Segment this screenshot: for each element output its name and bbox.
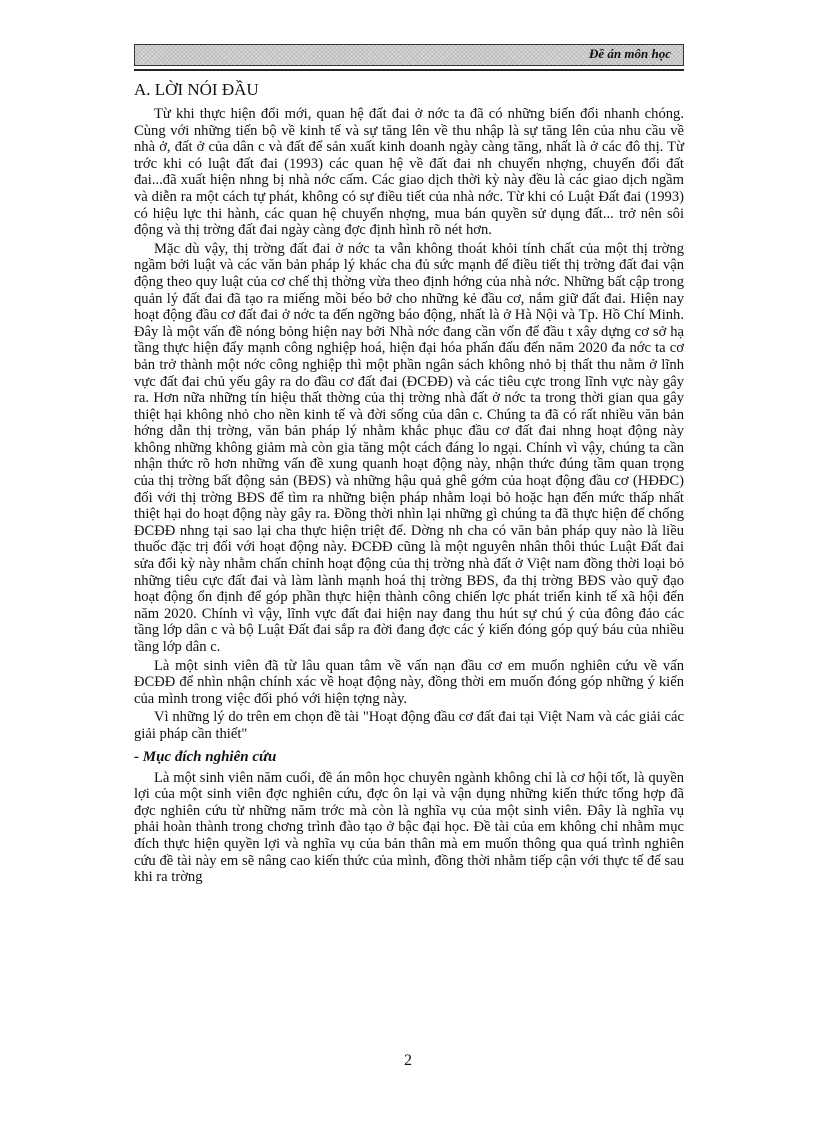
header-label: Đề án môn học bbox=[589, 46, 671, 61]
document-body bbox=[134, 80, 684, 888]
paragraph-2: Mặc dù vậy, thị trờng đất đai ở nớc ta vẫn không thoát khỏi tính chất của một thị trờng ngầm bởi luật và các văn bản pháp lý khác cha đủ sức mạnh để điều tiết thị trờng đất đai vận động theo quy luật của cơ chế thị thờng vừa theo định hớng của nhà nớc. Những bất cập trong quản lý đất đai đã tạo ra miếng mồi béo bở cho những kẻ đầu cơ, nắm giữ đất đai. Hiện nay hoạt động đầu cơ đất đai ở nớc ta đến ngỡng báo động, nhất là ở Hà Nội và Tp. Hồ Chí Minh. Đây là một vấn đề nóng bỏng hiện nay bởi Nhà nớc đang cần vốn để đầu t xây dựng cơ sở hạ tầng thực hiện đẩy mạnh công nghiệp hoá, hiện đại hóa phấn đấu đến năm 2020 đa nớc ta cơ bản trở thành một nớc công nghiệp thì một phần ngân sách không nhỏ bị thất thu nằm ở lĩnh vực đất đai chủ yếu gây ra do đầu cơ đất đai (ĐCĐĐ) và các tiêu cực trong lĩnh vực này gây ra. Hơn nữa những tín hiệu thất thờng của thị trờng nhà đất ở nớc ta trong thời gian qua gây thiệt hại không nhỏ cho nền kinh tế và đời sống của dân c. Chúng ta đã có rất nhiều văn bản hớng dẫn thị trờng, văn bản pháp lý nhằm khắc phục đầu cơ đất đai nhng hoạt động này không những không giảm mà còn gia tăng một cách đáng lo ngại. Chính vì vậy, chúng ta cần nhận thức rõ hơn những vấn đề xung quanh hoạt động này, nhận thức đúng tầm quan trọng của thị trờng bất động sản (BĐS) và những hậu quả ghê gớm của hoạt động đầu cơ (HĐĐC) đối với thị trờng BĐS để tìm ra những biện pháp nhằm loại bỏ hoặc hạn đến mức thấp nhất thiệt hại do hoạt động này gây ra. Đồng thời nhìn lại những gì chúng ta đã thực hiện để chống ĐCĐĐ nhng tại sao lại cha thực hiện triệt để. Dờng nh cha có văn bản pháp quy nào là liều thuốc đặc trị đối với hoạt động này. ĐCĐĐ cũng là một nguyên nhân thôi thúc Luật Đất đai sửa đổi kỳ này nhằm chấn chỉnh hoạt động của thị trờng nhà đất ở Việt nam đồng thời loại bỏ những tiêu cực đất đai và làm lành mạnh hoá thị trờng BĐS, đa thị trờng BĐS vào quỹ đạo hoạt động ổn định để góp phần thực hiện thành công chiến lợc phát triển kinh tế xã hội đến năm 2020. Chính vì vậy, lĩnh vực đất đai hiện nay đang thu hút sự chú ý của đông đảo các tầng lớp dân c và bộ Luật Đất đai sắp ra đời đang đợc các ý kiến đóng góp quý báu của nhiều tầng lớp dân c. bbox=[134, 240, 684, 655]
paragraph-3: Là một sinh viên đã từ lâu quan tâm về vấn nạn đầu cơ em muốn nghiên cứu về vấn ĐCĐĐ để nhìn nhận chính xác về hoạt động này, đồng thời em muốn đóng góp những ý kiến của mình trong việc đối phó với hiện tợng này. bbox=[134, 657, 684, 707]
paragraph-5: Là một sinh viên năm cuối, đề án môn học chuyên ngành không chỉ là cơ hội tốt, là quyền lợi của một sinh viên đợc nghiên cứu, đợc ôn lại và vận dụng những kiến thức tổng hợp đã đợc nghiên cứu từ những năm trớc mà còn là nghĩa vụ của một sinh viên. Đây là nghĩa vụ phải hoàn thành trong chơng trình đào tạo ở bậc đại học. Đề tài của em không chỉ nhằm mục đích thực hiện quyền lợi và nghĩa vụ của bản thân mà em muốn thông qua quá trình nghiên cứu đề tài này em sẽ nâng cao kiến thức của mình, đồng thời nhằm tiếp cận với thực tế để sau khi ra trờng bbox=[134, 769, 684, 886]
section-title: A. LỜI NÓI ĐẦU bbox=[134, 80, 259, 99]
page-number: 2 bbox=[404, 1052, 412, 1069]
page-header-bar bbox=[134, 44, 684, 66]
subheading-research-purpose: - Mục đích nghiên cứu bbox=[134, 748, 277, 765]
paragraph-1: Từ khi thực hiện đổi mới, quan hệ đất đai ở nớc ta đã có những biến đổi nhanh chóng. Cùng với những tiến bộ về kinh tế và sự tăng lên về thu nhập là sự tăng lên của nhu cầu về nhà ở, đất ở của dân c và đất để sản xuất kinh doanh ngày càng tăng, nhất là ở các đô thị. Từ trớc khi có luật đất đai (1993) các quan hệ về đất đai nh chuyển nhợng, chuyển đổi đất đai...đã xuất hiện nhng bị nhà nớc cấm. Các giao dịch thời kỳ này đều là các giao dịch ngầm và diễn ra một cách tự phát, không có sự điều tiết của nhà nớc. Từ khi có Luật Đất đai (1993) có hiệu lực thi hành, các quan hệ chuyển nhợng, mua bán quyền sử dụng đất... trở nên sôi động và thị trờng đất đai ngày càng đợc định hình rõ nét hơn. bbox=[134, 106, 684, 239]
paragraph-4: Vì những lý do trên em chọn đề tài "Hoạt động đầu cơ đất đai tại Việt Nam và các giải các giải pháp cần thiết" bbox=[134, 709, 684, 742]
header-rule bbox=[134, 69, 684, 71]
